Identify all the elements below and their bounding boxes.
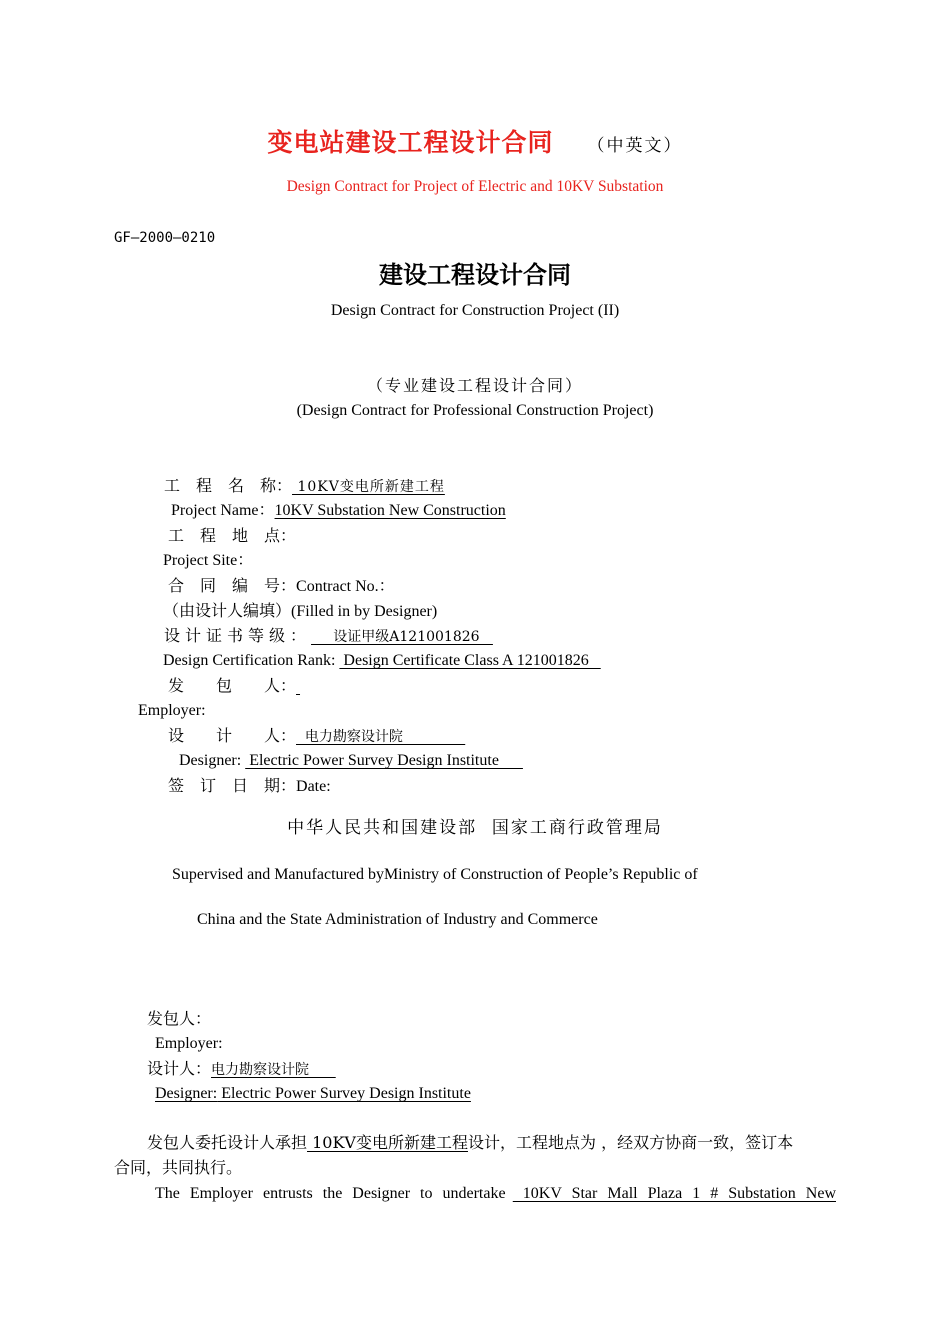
body-en-part1: The Employer entrusts the Designer to undertake bbox=[155, 1185, 506, 1202]
body-cn-part2: 设计，工程地点为 ，经双方协商一致，签订本 bbox=[467, 1133, 794, 1152]
cert-value-en: Design Certificate Class A 121001826 bbox=[339, 652, 601, 669]
subtitle-en: (Design Contract for Professional Construction Project) bbox=[296, 402, 654, 419]
title-en: Design Contract for Project of Electric and 10KV Substation bbox=[286, 178, 664, 195]
subtitle-cn: （专业建设工程设计合同） bbox=[366, 376, 583, 395]
employer-label-en: Employer: bbox=[138, 702, 206, 719]
project-name-cn-row bbox=[164, 476, 445, 497]
supervision-en-line1: Supervised and Manufactured byMinistry of Construction of People’s Republic of bbox=[172, 866, 698, 883]
cert-value-cn: 设证甲级A121001826 bbox=[311, 629, 493, 645]
project-site-label-en: Project Site： bbox=[163, 552, 254, 569]
body-cn-line1 bbox=[147, 1133, 793, 1154]
project-site-label-cn: 工 程 地 点： bbox=[168, 526, 297, 545]
employer-cn-row bbox=[168, 676, 300, 697]
standard-code: GF—2000—0210 bbox=[114, 230, 216, 246]
designer-en-row bbox=[179, 751, 523, 771]
designer-value-en: Electric Power Survey Design Institute bbox=[245, 752, 523, 769]
cert-label-cn: 设计证书等级： bbox=[164, 626, 312, 645]
parties-designer-value-cn: 电力勘察设计院 bbox=[211, 1062, 336, 1078]
cert-en-row bbox=[163, 651, 601, 671]
parties-employer-cn: 发包人： bbox=[147, 1009, 212, 1028]
parties-designer-cn-row bbox=[147, 1059, 336, 1080]
body-cn-project: 10KV变电所新建工程 bbox=[307, 1133, 468, 1152]
parties-designer-label-en: Designer: bbox=[155, 1085, 218, 1102]
project-name-en-row bbox=[171, 501, 506, 521]
cert-label-en: Design Certification Rank: bbox=[163, 652, 340, 669]
body-cn-part1: 发包人委托设计人承担 bbox=[147, 1133, 308, 1152]
designer-label-cn: 设 计 人： bbox=[168, 726, 297, 745]
supervision-cn: 中华人民共和国建设部 国家工商行政管理局 bbox=[287, 818, 663, 838]
contract-no-row bbox=[168, 576, 395, 597]
title-suffix: （中英文） bbox=[587, 136, 683, 156]
employer-value-cn bbox=[296, 678, 300, 695]
parties-designer-value-en: Electric Power Survey Design Institute bbox=[217, 1085, 471, 1102]
parties-employer-en: Employer: bbox=[155, 1035, 223, 1052]
project-name-label-cn: 工 程 名 称： bbox=[164, 476, 293, 495]
body-cn-line2: 合同，共同执行。 bbox=[114, 1158, 243, 1177]
filled-by-cn: （由设计人编填） bbox=[163, 601, 292, 620]
project-name-label-en: Project Name： bbox=[171, 502, 275, 519]
contract-no-label-cn: 合 同 编 号： bbox=[168, 576, 297, 595]
body-en-line1 bbox=[155, 1184, 836, 1204]
title-cn: 变电站建设工程设计合同 bbox=[267, 128, 554, 157]
supervision-en-line2: China and the State Administration of Industry and Commerce bbox=[197, 911, 598, 928]
date-label-cn: 签 订 日 期： bbox=[168, 776, 297, 795]
date-row bbox=[168, 776, 331, 797]
body-en-project: 10KV Star Mall Plaza 1 # Substation New bbox=[512, 1185, 836, 1202]
designer-value-cn: 电力勘察设计院 bbox=[296, 729, 466, 745]
contract-heading-cn: 建设工程设计合同 bbox=[379, 260, 571, 289]
contract-heading-en: Design Contract for Construction Project (II) bbox=[330, 302, 620, 319]
designer-cn-row bbox=[168, 726, 465, 747]
project-name-value-cn: 10KV变电所新建工程 bbox=[292, 479, 445, 495]
filled-by-row bbox=[163, 601, 437, 622]
designer-label-en: Designer: bbox=[179, 752, 246, 769]
document-title bbox=[0, 128, 950, 157]
contract-no-label-en: Contract No.： bbox=[296, 578, 395, 595]
parties-designer-label-cn: 设计人： bbox=[147, 1059, 212, 1078]
parties-designer-en-row bbox=[155, 1084, 471, 1104]
cert-cn-row bbox=[164, 626, 493, 647]
date-label-en: Date: bbox=[296, 778, 331, 795]
employer-label-cn: 发 包 人： bbox=[168, 676, 297, 695]
project-name-value-en: 10KV Substation New Construction bbox=[274, 502, 506, 519]
filled-by-en: (Filled in by Designer) bbox=[291, 603, 438, 620]
